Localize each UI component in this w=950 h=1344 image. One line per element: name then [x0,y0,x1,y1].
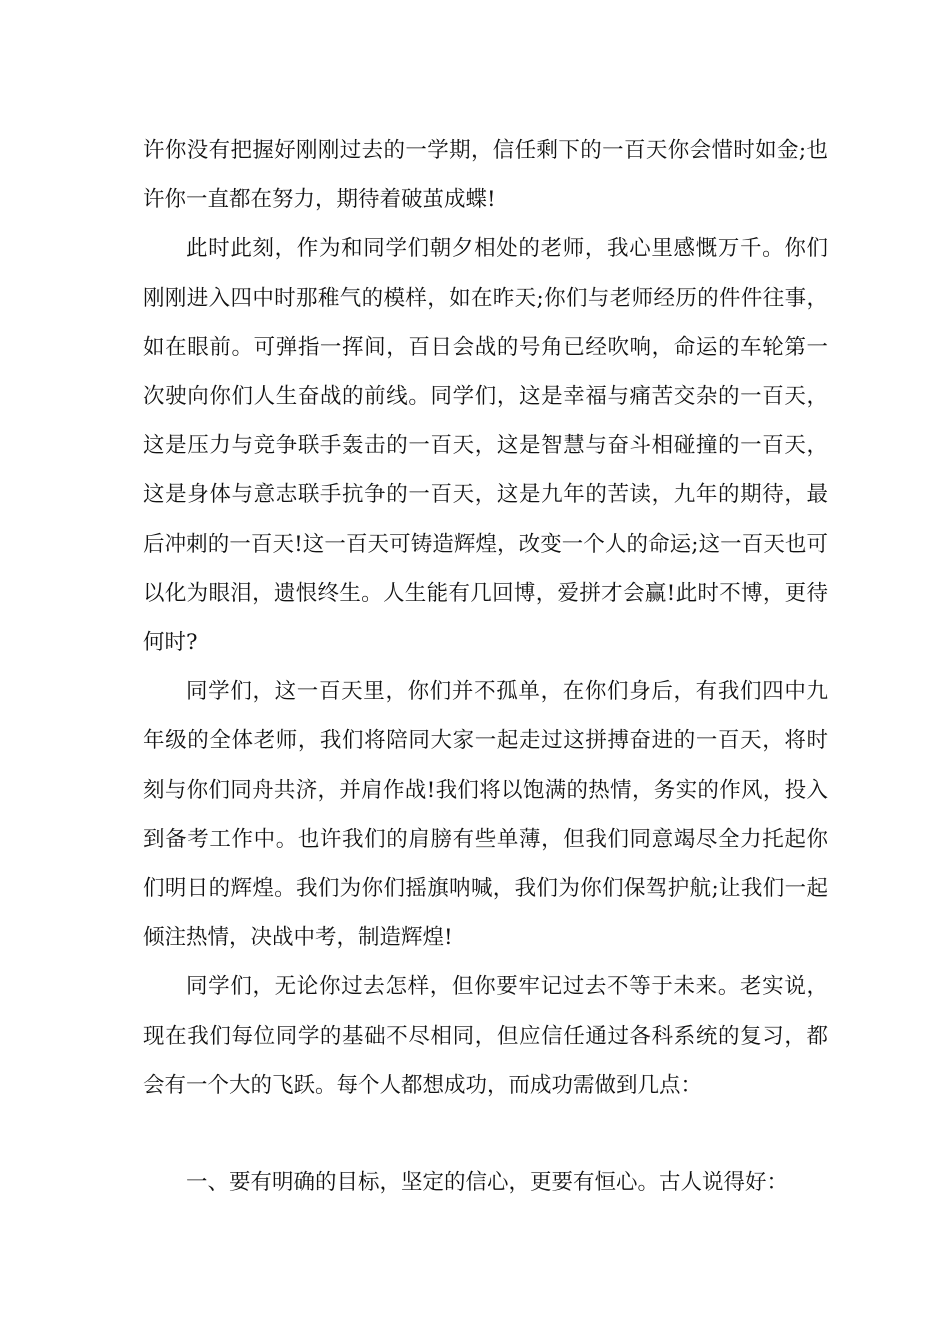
document-body [143,126,828,1207]
paragraph-point-one: 一、要有明确的目标，坚定的信心，更要有恒心。古人说得好： [186,1170,789,1196]
paragraph-teacher-support: 同学们，这一百天里，你们并不孤单，在你们身后，有我们四中九年级的全体老师，我们将陪同大家一起走过这拼搏奋进的一百天，将时刻与你们同舟共济，并肩作战!我们将以饱满的热情，务实的作风，投入到备考工作中。也许我们的肩膀有些单薄，但我们同意竭尽全力托起你们明日的辉煌。我们为你们摇旗呐喊，我们为你们保驾护航;让我们一起倾注热情，决战中考，制造辉煌! [143,679,828,951]
paragraph-teacher-feelings: 此时此刻，作为和同学们朝夕相处的老师，我心里感慨万千。你们刚刚进入四中时那稚气的模样，如在昨天;你们与老师经历的件件往事，如在眼前。可弹指一挥间，百日会战的号角已经吹响，命运的车轮第一次驶向你们人生奋战的前线。同学们，这是幸福与痛苦交杂的一百天，这是压力与竞争联手轰击的一百天，这是智慧与奋斗相碰撞的一百天，这是身体与意志联手抗争的一百天，这是九年的苦读，九年的期待，最后冲刺的一百天!这一百天可铸造辉煌，改变一个人的命运;这一百天也可以化为眼泪，遗恨终生。人生能有几回博，爱拼才会赢!此时不博，更待何时? [143,236,828,656]
paragraph-success-points: 同学们，无论你过去怎样，但你要牢记过去不等于未来。老实说，现在我们每位同学的基础不尽相同，但应信任通过各科系统的复习，都会有一个大的飞跃。每个人都想成功，而成功需做到几点： [143,974,828,1098]
paragraph-continued: 许你没有把握好刚刚过去的一学期，信任剩下的一百天你会惜时如金;也许你一直都在努力，期待着破茧成蝶! [143,138,828,213]
